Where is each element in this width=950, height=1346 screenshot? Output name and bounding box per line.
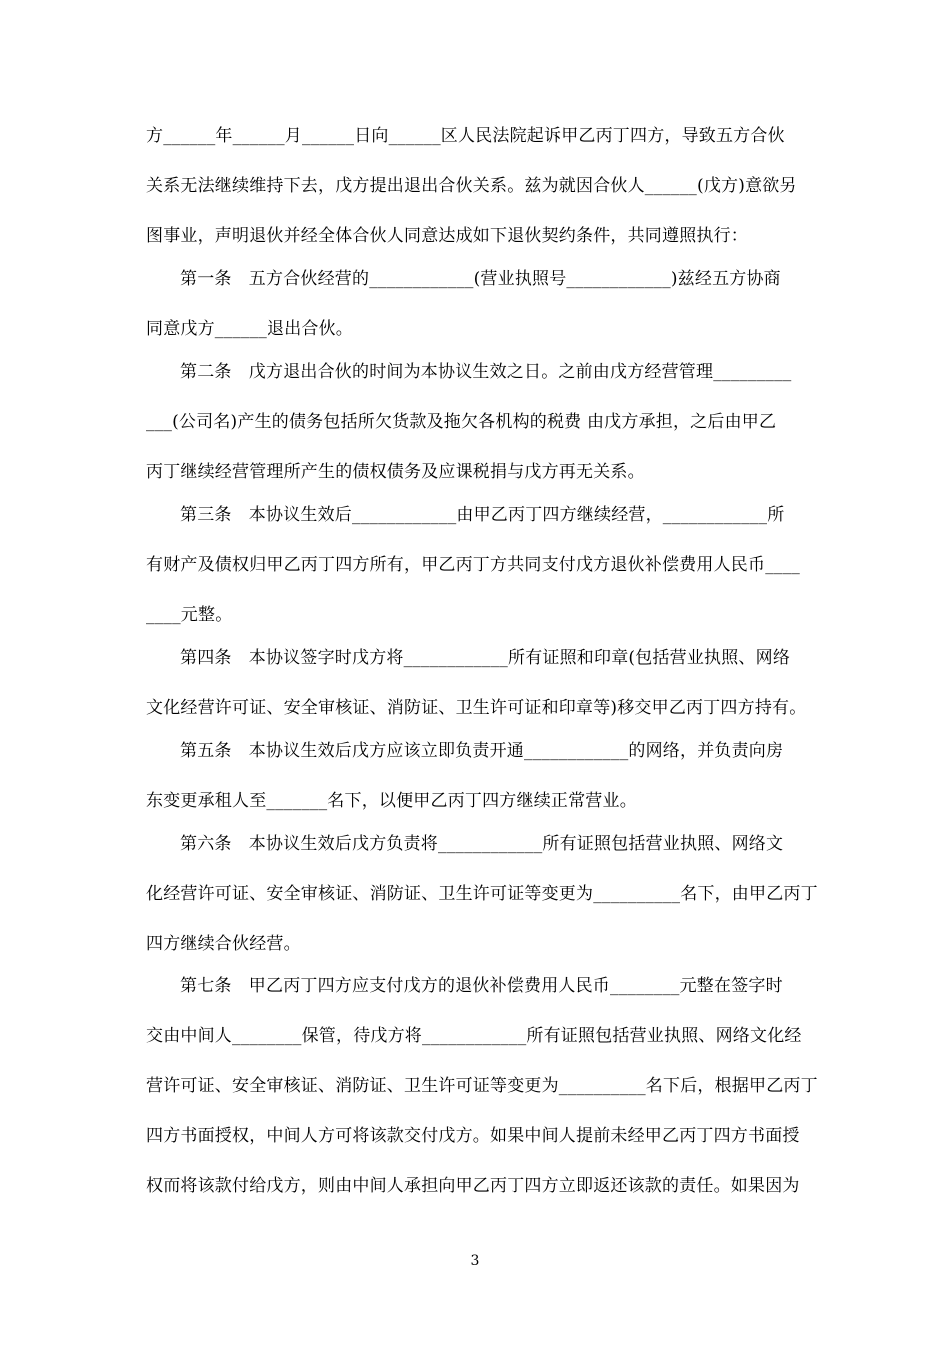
article-6-text: 第六条 本协议生效后戊方负责将____________所有证照包括营业执照、网络文 (180, 834, 784, 854)
body-text-line: 四方继续合伙经营。 (146, 934, 301, 954)
article-3-text: 第三条 本协议生效后____________由甲乙丙丁四方继续经营，____________所 (180, 505, 785, 525)
article-7-text: 第七条 甲乙丙丁四方应支付戊方的退伙补偿费用人民币________元整在签字时 (180, 976, 783, 996)
body-text-line: 有财产及债权归甲乙丙丁四方所有，甲乙丙丁方共同支付戊方退伙补偿费用人民币____ (146, 555, 800, 575)
body-text-line: 化经营许可证、安全审核证、消防证、卫生许可证等变更为__________名下，由甲乙丙丁 (146, 884, 818, 904)
body-text-line: 交由中间人________保管，待戊方将____________所有证照包括营业执照、网络文化经 (146, 1026, 802, 1046)
body-text-line: 丙丁继续经营管理所产生的债权债务及应课税捐与戊方再无关系。 (146, 462, 645, 482)
body-text-line: 权而将该款付给戊方，则由中间人承担向甲乙丙丁四方立即返还该款的责任。如果因为 (146, 1176, 800, 1196)
body-text-line: 方______年______月______日向______区人民法院起诉甲乙丙丁四方，导致五方合伙 (146, 126, 785, 146)
body-text-line: 图事业，声明退伙并经全体合伙人同意达成如下退伙契约条件，共同遵照执行： (146, 226, 748, 246)
article-5-text: 第五条 本协议生效后戊方应该立即负责开通____________的网络，并负责向房 (180, 741, 784, 761)
body-text-line: 东变更承租人至_______名下，以便甲乙丙丁四方继续正常营业。 (146, 791, 637, 811)
body-text-line: 同意戊方______退出合伙。 (146, 319, 353, 339)
body-text-line: ___(公司名)产生的债务包括所欠货款及拖欠各机构的税费 由戊方承担，之后由甲乙 (146, 412, 777, 432)
body-text-line: ____元整。 (146, 605, 233, 625)
article-1-text: 第一条 五方合伙经营的____________(营业执照号____________)兹经五方协商 (180, 269, 781, 289)
body-text-line: 营许可证、安全审核证、消防证、卫生许可证等变更为__________名下后，根据甲乙丙丁 (146, 1076, 818, 1096)
body-text-line: 四方书面授权，中间人方可将该款交付戊方。如果中间人提前未经甲乙丙丁四方书面授 (146, 1126, 800, 1146)
article-2-text: 第二条 戊方退出合伙的时间为本协议生效之日。之前由戊方经营管理_________ (180, 362, 792, 382)
article-4-text: 第四条 本协议签字时戊方将____________所有证照和印章(包括营业执照、网络 (180, 648, 791, 668)
body-text-line: 文化经营许可证、安全审核证、消防证、卫生许可证和印章等)移交甲乙丙丁四方持有。 (146, 698, 807, 718)
page-number: 3 (470, 1253, 480, 1269)
body-text-line: 关系无法继续维持下去，戊方提出退出合伙关系。兹为就因合伙人______(戊方)意欲另 (146, 176, 797, 196)
